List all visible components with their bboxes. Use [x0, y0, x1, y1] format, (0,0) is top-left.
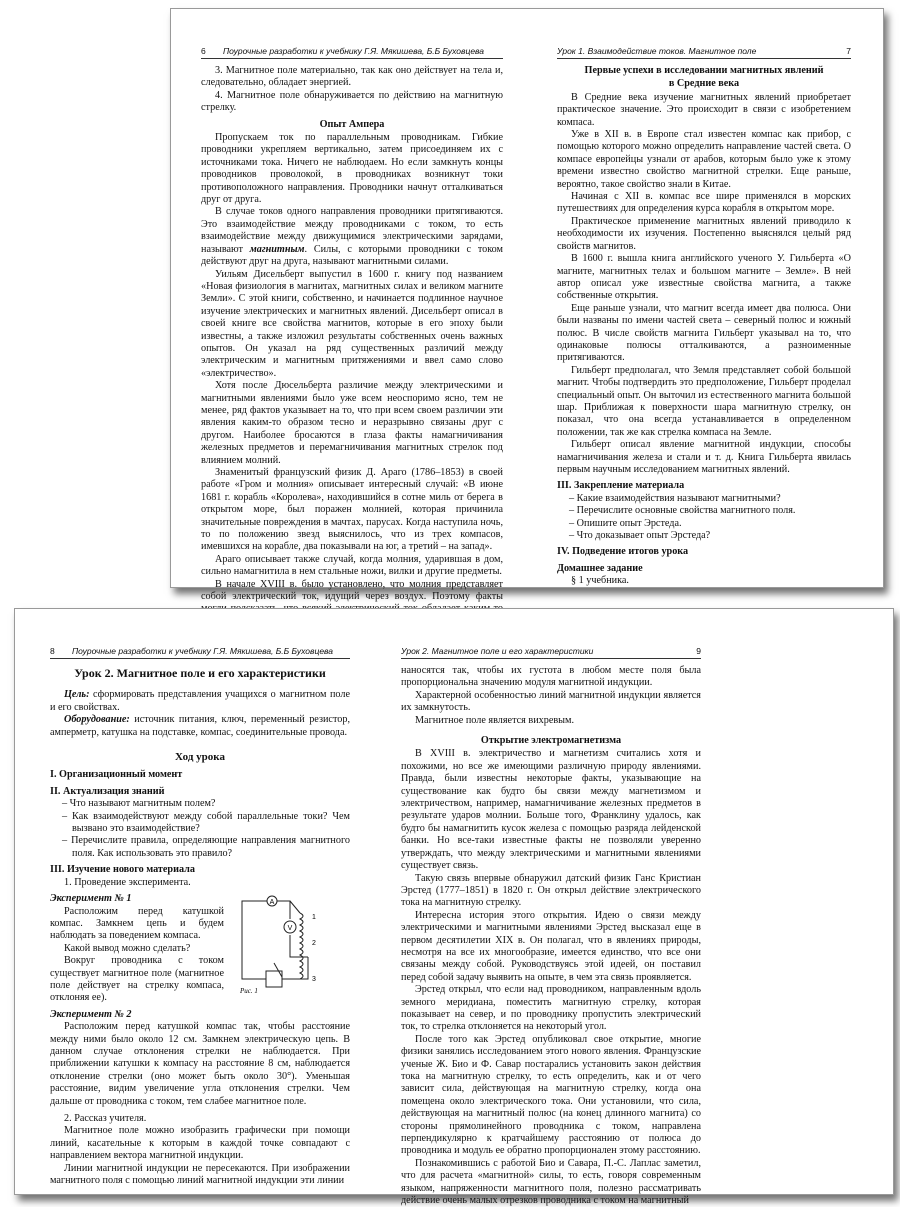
section-heading: Опыт Ампера: [319, 118, 385, 130]
page-body: [401, 665, 701, 1207]
question-item: – Как взаимодействуют между собой параллельные токи? Чем вызвано это взаимодействие?: [62, 810, 350, 835]
section-heading: Открытие электромагнетизма: [480, 735, 622, 747]
text: . Силы, с которыми проводники с током действуют друг на друга, называют магнитными силами.: [201, 243, 504, 268]
paragraph: Расположим перед катушкой компас так, чтобы расстояние между ними было около 12 см. Замкнем электрическую цепь. В данном случае отклонения стрелки не наблюдается. При приближении катушки к компасу на расстояние 8 см, наблюдается отклонение стрелки (оно может быть около 30°). Уменьшая расстояние, видим увеличение угла отклонения стрелки. Чем дальше от проводника с током, тем слабее магнитное поле.: [50, 1021, 350, 1107]
paragraph: 1. Проведение эксперимента.: [64, 876, 191, 888]
page-header: [401, 645, 701, 659]
ammeter-label: A: [269, 899, 275, 907]
page-number: 9: [696, 646, 701, 656]
running-title: Урок 2. Магнитное поле и его характеристики: [401, 646, 594, 656]
paragraph: Хотя после Дюсельберта различие между электрическими и магнитными явлениями было уже всем неоспоримо ясно, тем не менее, ряд фактов указывает на то, что при всем своем различии эти явления каким-то образом тесно и неразрывно связаны друг с другом. Наиболее бросаются в глаза факты намагничивания железных предметов и перемагничивания магнитных стрелок под влиянием молний.: [201, 380, 503, 466]
page-body: [50, 665, 350, 1187]
page-number: 7: [846, 46, 851, 56]
page-body: [557, 65, 851, 588]
section-heading: Домашнее задание: [557, 562, 643, 574]
section-heading: I. Организационный момент: [50, 769, 183, 781]
paragraph: В начале XVIII в. было установлено, что молния представляет собой электрический ток, идущий через воздух. Поэтому факты: [201, 578, 503, 603]
paragraph: Араго описывает также случай, когда молния, ударившая в дом, сильно намагнитила в нем стальные ножи, вилки и другие предметы.: [201, 553, 503, 578]
section-heading: III. Закрепление материала: [557, 480, 685, 492]
section-heading: IV. Подведение итогов урока: [557, 546, 689, 558]
term: магнитным: [249, 243, 305, 255]
paragraph: § 1 учебника.: [571, 575, 629, 587]
section-heading: в Средние века: [668, 78, 740, 90]
paragraph: Гильберт описал явление магнитной индукции, способы намагничивания железа и стали и т. д. Книга Гильберта явилась первым научным исследованием магнитных явлений.: [557, 439, 851, 475]
question-item: – Что называют магнитным полем?: [62, 798, 216, 810]
figure-caption: Рис. 1: [240, 987, 258, 996]
running-title: Урок 1. Взаимодействие токов. Магнитное поле: [557, 46, 757, 56]
label: Оборудование:: [64, 714, 130, 726]
paragraph: В 1600 г. вышла книга английского ученого У. Гильберта «О магните, магнитных телах и большом магните – Земле». В ней автор описал уже известные свойства магнита, а также собственные открытия.: [557, 253, 851, 302]
paragraph: [201, 206, 503, 268]
paragraph: Какой вывод можно сделать?: [64, 942, 191, 954]
paragraph: В XVIII в. электричество и магнетизм считались хотя и похожими, но все же имеющими различную природу явлениями. Правда, были известны некоторые факты, указывающие на существование как будто бы связи между магнетизмом и электричеством, например, намагничивание железных предметов в результате ударов молнии. Больше того, Франклину удалось, как будто бы намагнитить кусок железа с помощью разряда лейденской банки. Но все-таки известные факты не позволяли уверенно утверждать, что между электрическими и магнитными явлениями существует связь.: [401, 748, 701, 872]
paragraph: Уильям Дисельберт выпустил в 1600 г. книгу под названием «Новая физиология в магнитах, магнитных силах и великом магните Земли». С этой книги, собственно, и начинается подлинное научное изучение электрических и магнитных явлений. Дисельберт описал в своей книге все свойства магнитов, которые в его эпоху были известны, а также изложил результаты собственных очень важных опытов. Он указал на ряд существенных различий между электрическим и магнитным притяжениями и ввел само слово «электричество».: [201, 268, 503, 379]
page-body: [201, 65, 503, 641]
paragraph: Магнитное поле является вихревым.: [415, 714, 575, 726]
figure-marker: 3: [312, 976, 316, 984]
paragraph: Начиная с XII в. компас все шире применялся в морских путешествиях для определения курса корабля в открытом море.: [557, 191, 851, 215]
question-item: – Опишите опыт Эрстеда.: [569, 517, 682, 529]
paragraph: Знаменитый французский физик Д. Араго (1786–1853) в своей работе «Гром и молния» описывает интересный случай: «В июне 1681 г. корабль «Королева», находившийся в сотне миль от берега в открытом море, был поражен молнией, которая причинила значительные повреждения в мачтах, парусах. Когда наступила ночь, то по положению звезд выяснилось, что из трех компасов, имевшихся на корабле, два показывали на юг, а третий – на запад».: [201, 467, 503, 553]
paragraph: Вокруг проводника с током существует магнитное поле (магнитное поле действует на стрелку компаса, отклоняя ее).: [50, 955, 224, 1004]
page-header: [50, 645, 350, 659]
paragraph: Еще раньше узнали, что магнит всегда имеет два полюса. Они были названы по имени частей света – северный полюс и южный полюс. В числе свойств магнита Гильберт указывал на то, что одинаковые полюсы отталкиваются, а разноименные притягиваются.: [557, 302, 851, 364]
paragraph: Расположим перед катушкой компас. Замкнем цепь и будем наблюдать за поведением компаса.: [50, 905, 224, 942]
page-6: [201, 9, 504, 603]
section-heading: II. Актуализация знаний: [50, 785, 165, 797]
label: Цель:: [64, 689, 90, 701]
figure-marker: 2: [312, 940, 316, 948]
paragraph: наносятся так, чтобы их густота в любом месте поля была пропорциональна значению модуля магнитной индукции.: [401, 665, 701, 689]
paragraph: Линии магнитной индукции не пересекаются. При изображении магнитного поля с помощью линий магнитной индукции эти линии: [50, 1162, 350, 1187]
page-number: 6: [201, 46, 206, 56]
page-number: 8: [50, 646, 55, 656]
section-heading: III. Изучение нового материала: [50, 864, 195, 876]
text: сформировать представления учащихся о магнитном поле и его свойствах.: [50, 689, 350, 713]
paragraph: Познакомившись с работой Био и Савара, П.-С. Лаплас заметил, что для расчета «магнитной» силы, то есть, говоря современным языком, напряженности магнитного поля, полезно рассматривать действие очень малых отрезков проводника с током на магнитный: [401, 1157, 701, 1207]
page-9: [401, 609, 701, 1207]
paragraph: Практическое применение магнитных явлений приводило к необходимости их изучения. Постепенно выяснялся целый ряд свойств магнитов.: [557, 215, 851, 252]
paragraph: 2. Рассказ учителя.: [64, 1113, 147, 1124]
paragraph: 3. Магнитное поле материально, так как оно действует на тела и, следовательно, обладает энергией.: [201, 65, 503, 89]
running-title: Поурочные разработки к учебнику Г.Я. Мякишева, Б.Б Буховцева: [223, 46, 485, 56]
paragraph: [50, 689, 350, 714]
page-8: [50, 609, 350, 1194]
question-item: – Какие взаимодействия называют магнитными?: [569, 492, 781, 504]
text: источник питания, ключ, переменный резистор, амперметр, катушка на подставке, компас, соединительные провода.: [50, 714, 350, 738]
paragraph: Пропускаем ток по параллельным проводникам. Гибкие проводники укрепляем вертикально, затем присоединяем их с источниками тока. Ничего не наблюдаем. Но если замкнуть концы проводников проволокой, в проводниках возникнут токи противоположного направления. Проводники начнут отталкиваться друг от друга.: [201, 132, 503, 206]
paragraph: После того как Эрстед опубликовал свое открытие, многие физики занялись исследованием этого нового явления. Французские ученые Ж. Био и Ф. Савар постарались установить закон действия тока на магнитную стрелку, то есть определить, как и от чего зависит сила, действующая на магнитную стрелку, когда она помещена около электрического тока. Они установили, что сила, действующая на магнитный полюс (на конец длинного магнита) со стороны прямолинейного проводника с током, направлена перпендикулярно к кратчайшему расстоянию от полюса до проводника и модуль ее обратно пропорционален этому расстоянию.: [401, 1033, 701, 1157]
question-item: – Перечислите правила, определяющие направления магнитного поля. Как использовать это правило?: [62, 835, 350, 859]
paragraph: Магнитное поле можно изобразить графически при помощи линий, касательные к которым в каждой точке совпадают с направлением вектора магнитной индукции.: [50, 1125, 350, 1162]
experiment-heading: Эксперимент № 2: [50, 1008, 132, 1020]
question-item: – Что доказывает опыт Эрстеда?: [569, 530, 711, 542]
text: В случае токов одного направления проводники притягиваются. Это взаимодействие между проводниками с током, то есть взаимодействие между движущимися электрическими зарядами, называют: [201, 206, 503, 255]
page-header: [557, 45, 851, 59]
paragraph: Интересна история этого открытия. Идею о связи между электрическими и магнитными явлениями Эрстед высказал еще в первом десятилетии XIX в. Он полагал, что в явлениях природы, несмотря на все их многообразие, имеется единство, что все они связаны между собой. Руководствуясь этой идеей, он поставил перед собой задачу выявить на опыте, в чем эта связь проявляется.: [401, 909, 701, 983]
page-header: [201, 45, 503, 59]
voltmeter-label: V: [287, 925, 293, 933]
paragraph: Такую связь впервые обнаружил датский физик Ганс Кристиан Эрстед (1777–1851) в 1820 г. Он открыл действие электрического тока на магнитную стрелку.: [401, 872, 701, 909]
page-7: [557, 9, 851, 587]
paragraph: В Средние века изучение магнитных явлений приобретает практическое значение. Это происходит в связи с изобретением компаса.: [557, 91, 851, 128]
paragraph: Характерной особенностью линий магнитной индукции является их замкнутость.: [401, 689, 701, 714]
section-heading: Ход урока: [175, 751, 225, 764]
experiment-heading: Эксперимент № 1: [50, 893, 132, 905]
running-title: Поурочные разработки к учебнику Г.Я. Мякишева, Б.Б Буховцева: [72, 646, 334, 656]
paragraph: [50, 714, 350, 739]
top-spread: [170, 8, 884, 603]
bottom-spread: [14, 608, 894, 1207]
paragraph: Гильберт предполагал, что Земля представляет собой большой магнит. Чтобы подтвердить это предположение, Гильберт проделал специальный опыт. Он выточил из естественного магнита большой шар. Приближая к поверхности шара магнитную стрелку, он показал, что она всегда устанавливается в определенном положении, так же как стрелка компаса на Земле.: [557, 364, 851, 438]
paragraph: Эрстед открыл, что если над проводником, направленным вдоль земного меридиана, поместить магнитную стрелку, которая показывает на север, и по проводнику пропустить электрический ток, то стрелка отклоняется на некоторый угол.: [401, 984, 701, 1033]
question-item: – Перечислите основные свойства магнитного поля.: [569, 505, 796, 517]
section-heading: Первые успехи в исследовании магнитных явлений: [584, 65, 824, 76]
paragraph: 4. Магнитное поле обнаруживается по действию на магнитную стрелку.: [201, 89, 503, 114]
paragraph: Уже в XII в. в Европе стал известен компас как прибор, с помощью которого можно определить направление частей света. О компасе европейцы узнали от арабов, которым было уже к этому времени известно свойство магнитной стрелки. Еще раньше, вероятно, такое свойство знали в Китае.: [557, 129, 851, 190]
figure-marker: 1: [312, 914, 316, 922]
circuit-diagram: [230, 889, 350, 995]
lesson-title: Урок 2. Магнитное поле и его характеристики: [74, 666, 326, 680]
